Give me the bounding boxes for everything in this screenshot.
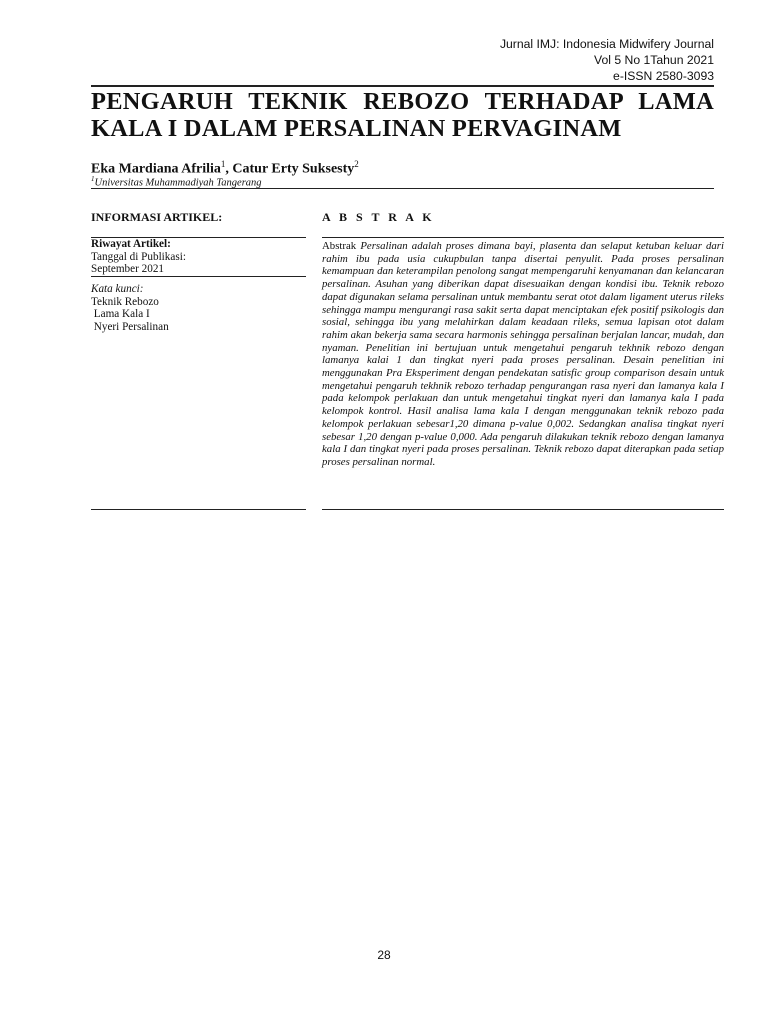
published-date: September 2021 xyxy=(91,263,165,275)
abstract-bottom-rule xyxy=(322,509,724,510)
keywords-label: Kata kunci: xyxy=(91,283,144,295)
journal-volume: Vol 5 No 1Tahun 2021 xyxy=(594,53,714,67)
article-info-panel xyxy=(91,238,306,276)
author-affiliation-mark: 2 xyxy=(354,159,359,169)
published-label: Tanggal di Publikasi: xyxy=(91,250,186,263)
journal-issn: e-ISSN 2580-3093 xyxy=(613,69,714,83)
author-name: Eka Mardiana Afrilia xyxy=(91,161,221,177)
keywords-panel xyxy=(91,283,306,333)
affiliation-mark: 1 xyxy=(91,175,95,183)
abstract-lead: Abstrak xyxy=(322,240,357,252)
history-label: Riwayat Artikel: xyxy=(91,238,171,250)
keyword-item: Nyeri Persalinan xyxy=(91,320,169,333)
journal-header xyxy=(500,36,714,84)
journal-name: Jurnal IMJ: Indonesia Midwifery Journal xyxy=(499,37,714,51)
abstract-body xyxy=(322,240,724,469)
header-bottom-rule xyxy=(91,188,714,189)
author-name: Catur Erty Suksesty xyxy=(232,161,355,177)
author-affiliation-mark: 1 xyxy=(220,159,226,169)
abstract-top-rule xyxy=(322,237,724,238)
abstract-text: Persalinan adalah proses dimana bayi, plasenta dan selaput ketuban keluar dari rahim ibu pada usia cukupbulan tanpa disertai penyulit. Pada proses persalinan kemampuan dan keterampilan penolong sangat mempengaruhi kenyamanan dan kelancaran persalinan. Asuhan yang diberikan dapat disesuaikan dengan kondisi ibu. Teknik rebozo dapat digunakan selama persalinan untuk membantu serat otot dalam ligament uterus rileks sehingga mampu mengurangi rasa sakit serta dapat menciptakan efek positif psikologis dan sosial, sehingga ibu yang melahirkan dalam keadaan rileks, semua lapisan otot dalam rahim akan bekerja sama secara harmonis sehingga persalinan berjalan lancar, mudah, dan nyaman. Penelitian ini bertujuan untuk mengetahui pengaruh tekhnik rebozo dengan lamanya kalai 1 dan tingkat nyeri pada proses persalinan. Desain penelitian ini menggunakan Pra Eksperiment dengan pendekatan satisfic group comparison desain untuk mengetahui pengaruh tekhnik rebozo terhadap pengurangan rasa nyeri dan lamanya kala I pada kelompok perlakuan dan untuk mengetahui tingkat nyeri dan lamanya kala I pada kelompok kontrol. Hasil analisa lama kala I dengan menggunakan teknik rebozo pada kelompok perlakuan sebesar1,20 dimana p-value 0,002. Sedangkan analisa tingkat nyeri sebesar 1,20 dengan p-value 0,000. Ada pengaruh dilakukan teknik rebozo dengan lamanya kala I dan tingkat nyeri pada proses persalinan. Teknik rebozo dapat diterapkan pada setiap proses persalinan normal. xyxy=(322,240,725,468)
article-info-heading: INFORMASI ARTIKEL: xyxy=(91,210,223,224)
keyword-item: Teknik Rebozo xyxy=(91,295,159,308)
keyword-item: Lama Kala I xyxy=(91,308,150,320)
abstract-heading: A B S T R A K xyxy=(322,210,435,224)
affiliation-name: Universitas Muhammadiyah Tangerang xyxy=(94,177,262,189)
title-top-rule xyxy=(91,85,714,87)
article-title: PENGARUH TEKNIK REBOZO TERHADAP LAMA KALA I DALAM PERSALINAN PERVAGINAM xyxy=(91,88,714,142)
page-number: 28 xyxy=(377,948,391,962)
author-separator: , xyxy=(225,161,233,177)
info-bottom-rule xyxy=(91,509,306,510)
info-divider xyxy=(91,276,306,277)
